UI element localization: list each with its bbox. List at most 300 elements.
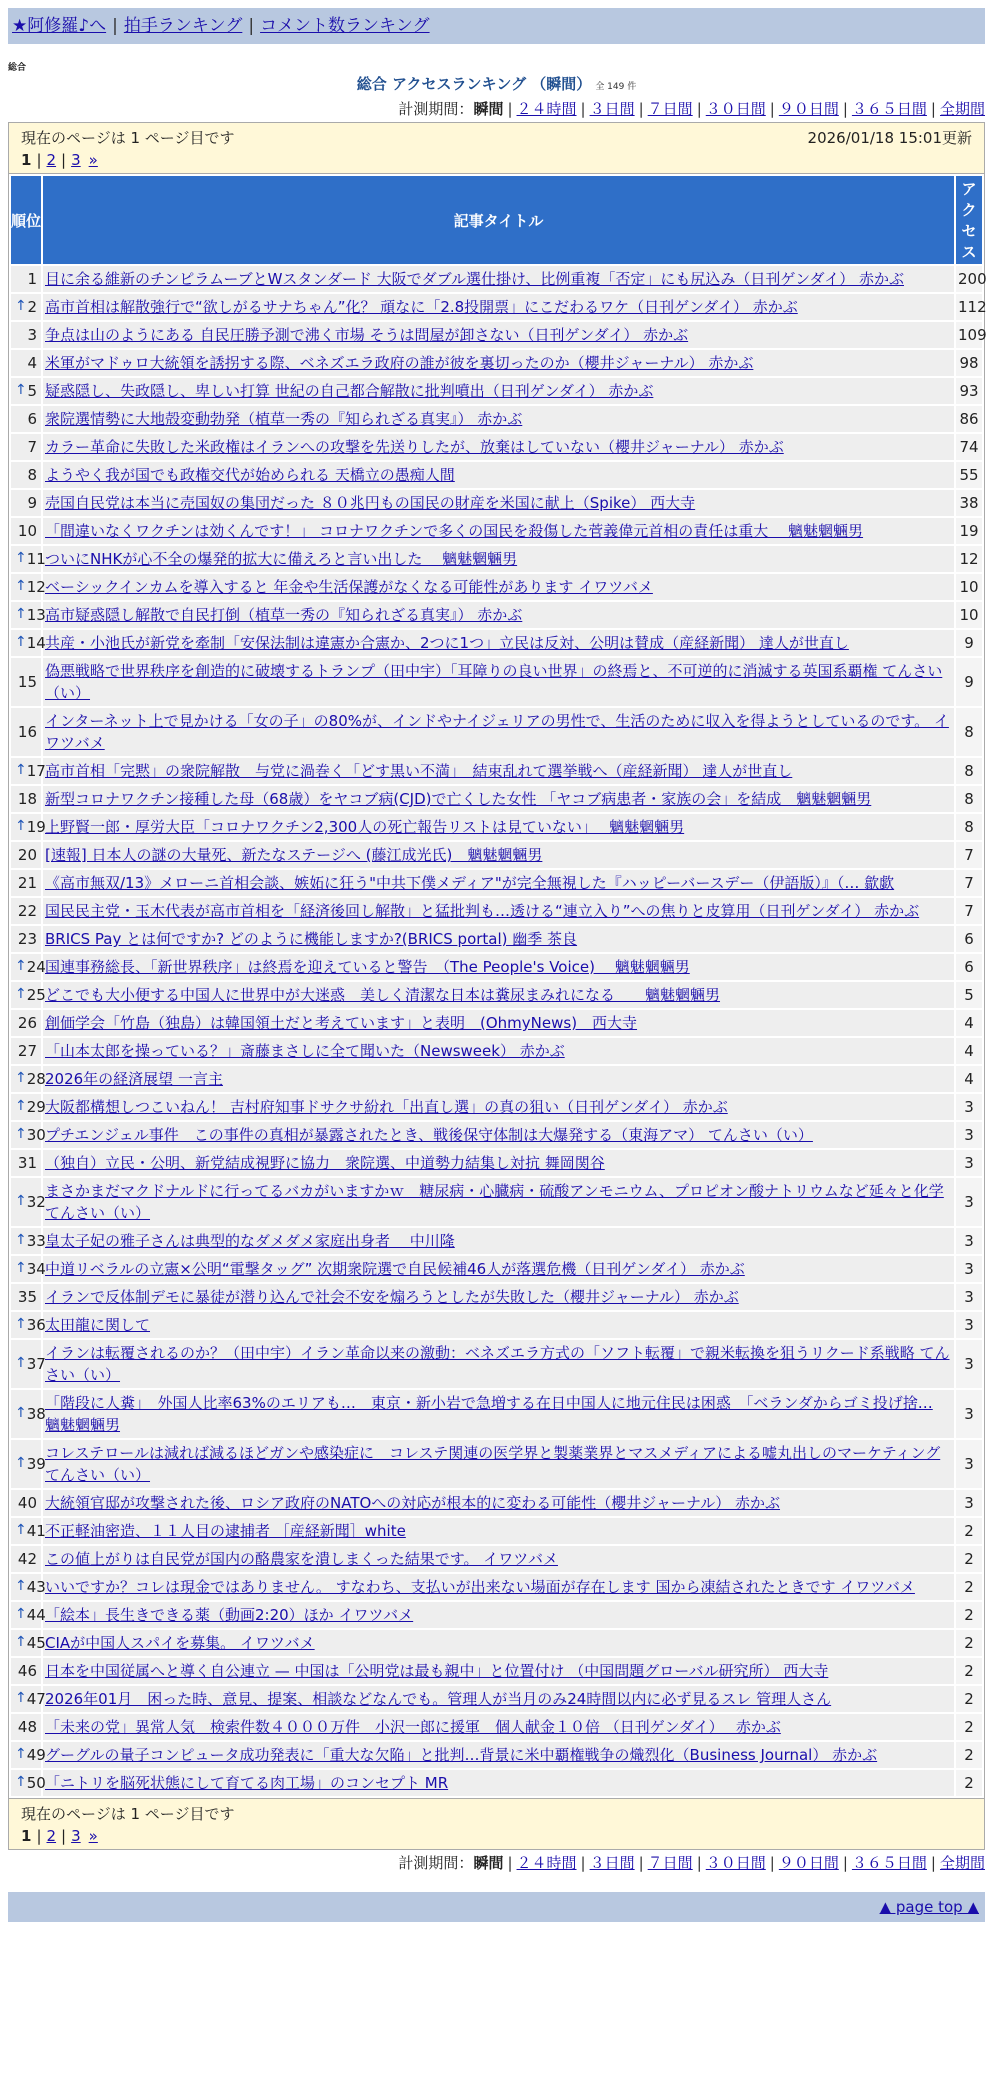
rank-number: 36 [26,1316,46,1334]
rank-cell [11,1390,46,1438]
header-access: アクセス [956,176,982,264]
rank-number: 47 [26,1690,46,1708]
rank-up-icon: ↑ [15,298,27,314]
article-link[interactable]: まさかまだマクドナルドに行ってるバカがいますかｗ 糖尿病・心臓病・硫酸アンモニウム、プロピオン酸ナトリウムなど延々と化学 てんさい（い） [45,1182,944,1222]
article-link[interactable]: 太田龍に関して [45,1316,151,1334]
access-count: 2 [956,1686,982,1712]
access-count: 3 [956,1228,982,1254]
rank-up-icon: ↑ [15,1606,27,1622]
rank-number: 6 [27,410,37,428]
rank-number: 26 [17,1014,37,1032]
rank-up-icon: ↑ [15,818,27,834]
table-row [11,518,982,544]
title-cell [43,1390,954,1438]
rank-number: 15 [17,673,37,691]
period-label: 計測期間： [398,100,474,118]
rank-cell [11,1150,41,1176]
title-cell [43,1658,954,1684]
table-row [11,1228,982,1254]
page-info-box-bottom [8,1799,985,1850]
access-count: 12 [956,546,982,572]
article-link[interactable]: 皇太子妃の雅子さんは典型的なダメダメ家庭出身者 中川隆 [45,1232,455,1250]
rank-up-icon: ↑ [15,1355,27,1371]
rank-number: 21 [17,874,37,892]
table-row [11,1658,982,1684]
title-cell [43,898,954,924]
article-link[interactable]: 高市首相は解散強行で“欲しがるサナちゃん”化？ 頑なに「2.8投開票」にこだわるワケ（日刊ゲンダイ） 赤かぶ [45,298,798,316]
rank-cell [11,1066,46,1092]
period-current: 瞬間 [473,1854,504,1872]
access-count: 4 [956,1066,982,1092]
period-link-5[interactable]: ３６５日間 [851,100,927,118]
pager-bottom [21,1825,972,1847]
rank-cell [11,658,41,706]
rank-up-icon: ↑ [15,1232,27,1248]
article-link[interactable]: 「ニトリを脳死状態にして育てる肉工場」のコンセプト MR [45,1774,449,1792]
access-count: 2 [956,1742,982,1768]
rank-cell [11,954,46,980]
article-link[interactable]: 衆院選情勢に大地殻変動勃発（植草一秀の『知られざる真実』） 赤かぶ [45,410,523,428]
title-cell [43,602,954,628]
period-link-4[interactable]: ９０日間 [778,100,839,118]
rank-number: 20 [17,846,37,864]
rank-up-icon: ↑ [15,1746,27,1762]
article-link[interactable]: 「山本太郎を操っている？」斎藤まさしに全て聞いた（Newsweek） 赤かぶ [45,1042,565,1060]
rank-number: 2 [27,298,37,316]
pager-separator: | [61,151,67,169]
article-link[interactable]: 新型コロナワクチン接種した母（68歳）をヤコブ病(CJD)で亡くした女性 「ヤコブ病患者・家族の会」を結成 魑魅魍魎男 [45,790,872,808]
pager-next[interactable]: » [88,1827,98,1845]
article-link[interactable]: どこでも大小便する中国人に世界中が大迷惑 美しく清潔な日本は糞尿まみれになる 魑魅魍魎男 [45,986,721,1004]
title-cell [43,350,954,376]
period-label: 計測期間： [398,1854,474,1872]
title-cell [43,1038,954,1064]
table-row [11,1312,982,1338]
nav-separator: | [112,16,118,36]
title-cell [43,1742,954,1768]
table-row [11,1150,982,1176]
rank-cell [11,1256,46,1282]
article-link[interactable]: 売国自民党は本当に売国奴の集団だった ８０兆円もの国民の財産を米国に献上（Spike） 西大寺 [45,494,696,512]
rank-number: 22 [17,902,37,920]
table-row [11,378,982,404]
period-separator: | [638,100,644,118]
access-count: 86 [956,406,982,432]
table-row [11,1122,982,1148]
period-link-5[interactable]: ３６５日間 [851,1854,927,1872]
table-row [11,294,982,320]
article-link[interactable]: 日本を中国従属へと導く自公連立 — 中国は「公明党は最も親中」と位置付け （中国問題グローバル研究所） 西大寺 [45,1662,829,1680]
rank-cell [11,462,41,488]
article-link[interactable]: コレステロールは減れば減るほどガンや感染症に コレステ関連の医学界と製薬業界とマスメディアによる嘘丸出しのマーケティング てんさい（い） [45,1444,941,1484]
period-separator: | [507,1854,513,1872]
period-link-4[interactable]: ９０日間 [778,1854,839,1872]
title-cell [43,406,954,432]
access-count: 2 [956,1518,982,1544]
title-cell [43,842,954,868]
table-row [11,434,982,460]
rank-cell [11,1038,41,1064]
title-cell [43,1440,954,1488]
rank-cell [11,842,41,868]
article-link[interactable]: グーグルの量子コンピュータ成功発表に「重大な欠陥」と批判…背景に米中覇権戦争の熾烈化（Business Journal） 赤かぶ [45,1746,878,1764]
rank-number: 45 [26,1634,46,1652]
access-count: 2 [956,1602,982,1628]
table-row [11,1742,982,1768]
rank-number: 17 [26,762,46,780]
period-link-1[interactable]: ３日間 [589,1854,635,1872]
rank-cell [11,518,41,544]
table-row [11,926,982,952]
article-link[interactable]: ついにNHKが心不全の爆発的拡大に備えろと言い出した 魑魅魍魎男 [45,550,518,568]
rank-cell [11,758,46,784]
rank-cell [11,898,41,924]
title-cell [43,266,954,292]
rank-number: 8 [27,466,37,484]
table-row [11,1490,982,1516]
rank-number: 32 [26,1193,46,1211]
period-link-6[interactable]: 全期間 [939,100,985,118]
access-count: 3 [956,1094,982,1120]
period-separator: | [638,1854,644,1872]
access-count: 3 [956,1178,982,1226]
rank-number: 29 [26,1098,46,1116]
article-link[interactable]: カラー革命に失敗した米政権はイランへの攻撃を先送りしたが、放棄はしていない（櫻井ジャーナル） 赤かぶ [45,438,784,456]
access-count: 3 [956,1256,982,1282]
table-row [11,786,982,812]
rank-cell [11,1490,41,1516]
rank-cell [11,1340,46,1388]
rank-number: 30 [26,1126,46,1144]
article-link[interactable]: 高市疑惑隠し解散で自民打倒（植草一秀の『知られざる真実』） 赤かぶ [45,606,523,624]
rank-number: 19 [26,818,46,836]
page-info-box [8,122,985,173]
period-separator: | [696,100,702,118]
rank-cell [11,708,41,756]
title-cell [43,954,954,980]
title-cell [43,1312,954,1338]
access-count: 74 [956,434,982,460]
rank-up-icon: ↑ [15,762,27,778]
applause-ranking-link[interactable]: 拍手ランキング [123,16,243,36]
rank-cell [11,1630,46,1656]
table-row [11,842,982,868]
period-separator: | [769,1854,775,1872]
rank-cell [11,1440,46,1488]
table-row [11,1066,982,1092]
rank-cell [11,1518,46,1544]
rank-number: 34 [26,1260,46,1278]
rank-number: 33 [26,1232,46,1250]
article-link[interactable]: 米軍がマドゥロ大統領を誘拐する際、ベネズエラ政府の誰が彼を裏切ったのか（櫻井ジャーナル） 赤かぶ [45,354,754,372]
article-link[interactable]: [速報] 日本人の謎の大量死、新たなステージへ (藤江成光氏) 魑魅魍魎男 [45,846,543,864]
access-count: 200 [956,266,982,292]
access-count: 9 [956,658,982,706]
rank-number: 38 [26,1405,46,1423]
table-row [11,462,982,488]
access-count: 55 [956,462,982,488]
article-link[interactable]: 大統領官邸が攻撃された後、ロシア政府のNATOへの対応が根本的に変わる可能性（櫻井ジャーナル） 赤かぶ [45,1494,781,1512]
access-count: 7 [956,842,982,868]
table-row [11,1714,982,1740]
table-row [11,1340,982,1388]
title-cell [43,1284,954,1310]
table-row [11,1630,982,1656]
period-separator: | [580,100,586,118]
article-link[interactable]: 2026年01月 困った時、意見、提案、相談などなんでも。管理人が当月のみ24時間以内に必ず見るスレ 管理人さん [45,1690,832,1708]
rank-cell [11,814,46,840]
table-row [11,350,982,376]
rank-number: 50 [26,1774,46,1792]
rank-cell [11,1122,46,1148]
period-link-0[interactable]: ２４時間 [516,1854,577,1872]
comment-ranking-link[interactable]: コメント数ランキング [260,16,430,36]
rank-number: 7 [27,438,37,456]
article-link[interactable]: 「階段に人糞」 外国人比率63%のエリアも… 東京・新小岩で急増する在日中国人に地元住民は困惑 「ベランダからゴミ投げ捨… 魑魅魍魎男 [45,1394,933,1434]
rank-cell [11,1742,46,1768]
rank-up-icon: ↑ [15,1316,27,1332]
article-link[interactable]: 共産・小池氏が新党を牽制「安保法制は違憲か合憲か、2つに1つ」立民は反対、公明は賛成（産経新聞） 達人が世直し [45,634,849,652]
article-link[interactable]: 「間違いなくワクチンは効くんです！」 コロナワクチンで多くの国民を殺傷した菅義偉元首相の責任は重大 魑魅魍魎男 [45,522,864,540]
title-cell [43,518,954,544]
rank-cell [11,546,46,572]
rank-up-icon: ↑ [15,1690,27,1706]
period-link-2[interactable]: ７日間 [647,1854,693,1872]
rank-number: 46 [17,1662,37,1680]
rank-number: 3 [27,326,37,344]
title-cell [43,322,954,348]
title-cell [43,1150,954,1176]
rank-cell [11,294,41,320]
table-row [11,490,982,516]
rank-up-icon: ↑ [15,1193,27,1209]
article-link[interactable]: 国連事務総長、「新世界秩序」は終焉を迎えていると警告 （The People's Voice) 魑魅魍魎男 [45,958,690,976]
article-link[interactable]: イランで反体制デモに暴徒が潜り込んで社会不安を煽ろうとしたが失敗した（櫻井ジャーナル） 赤かぶ [45,1288,739,1306]
nav-separator: | [248,16,255,36]
rank-up-icon: ↑ [15,1455,27,1471]
pager-page-2[interactable]: 2 [46,151,57,169]
article-link[interactable]: ようやく我が国でも政権交代が始められる 天橋立の愚痴人間 [45,466,455,484]
title-cell [43,1256,954,1282]
table-row [11,1686,982,1712]
title-cell [43,630,954,656]
rank-number: 40 [17,1494,37,1512]
rank-cell [11,1312,46,1338]
article-link[interactable]: プチエンジェル事件 この事件の真相が暴露されたとき、戦後保守体制は大爆発する（東海アマ） てんさい（い） [45,1126,813,1144]
title-cell [43,462,954,488]
table-row [11,814,982,840]
table-row [11,1390,982,1438]
pager-page-3[interactable]: 3 [71,1827,81,1845]
table-row [11,1284,982,1310]
rank-up-icon: ↑ [15,958,27,974]
article-link[interactable]: 高市首相「完黙」の衆院解散 与党に渦巻く「どす黒い不満」 結束乱れて選挙戦へ（産経新聞） 達人が世直し [45,762,793,780]
pager-separator: | [36,1827,42,1845]
rank-up-icon: ↑ [15,1522,27,1538]
title-cell [43,546,954,572]
pager-page-2[interactable]: 2 [46,1827,57,1845]
table-row [11,1440,982,1488]
updated-timestamp: 2026/01/18 15:01更新 [807,129,972,147]
article-link[interactable]: 中道リベラルの立憲×公明“電撃タッグ” 次期衆院選で自民候補46人が落選危機（日刊ゲンダイ） 赤かぶ [45,1260,745,1278]
table-row [11,1602,982,1628]
access-count: 7 [956,898,982,924]
article-link[interactable]: この値上がりは自民党が国内の酪農家を潰しまくった結果です。 イワツバメ [45,1550,558,1568]
rank-number: 10 [17,522,37,540]
pager-current-page: 1 [21,151,32,169]
article-link[interactable]: 疑惑隠し、失政隠し、卑しい打算 世紀の自己都合解散に批判噴出（日刊ゲンダイ） 赤かぶ [45,382,654,400]
period-link-1[interactable]: ３日間 [589,100,635,118]
period-selector-bottom [8,1850,985,1876]
article-link[interactable]: イランは転覆されるのか？（田中宇）イラン革命以来の激動：ベネズエラ方式の「ソフト転覆」で親米転換を狙うリクード系戦略 てんさい（い） [45,1344,950,1384]
category-label: 総合 [8,63,27,73]
table-row [11,406,982,432]
rank-number: 42 [17,1550,37,1568]
rank-up-icon: ↑ [15,1634,27,1650]
title-cell [43,1178,954,1226]
rank-cell [11,322,41,348]
access-count: 9 [956,630,982,656]
rank-number: 39 [26,1455,46,1473]
rank-cell [11,926,41,952]
article-link[interactable]: インターネット上で見かける「女の子」の80%が、インドやナイジェリアの男性で、生活のために収入を得ようとしているのです。 イワツバメ [45,712,949,752]
rank-up-icon: ↑ [15,382,27,398]
table-row [11,1546,982,1572]
rank-number: 4 [27,354,37,372]
article-link[interactable]: ベーシックインカムを導入すると 年金や生活保護がなくなる可能性があります イワツバメ [45,578,653,596]
page-title-text: 総合 アクセスランキング （瞬間） [356,75,592,93]
page-top-link[interactable]: ▲ page top ▲ [879,1898,979,1916]
rank-number: 43 [26,1578,46,1596]
table-row [11,546,982,572]
rank-number: 44 [26,1606,46,1624]
rank-up-icon: ↑ [15,1774,27,1790]
access-count: 10 [956,602,982,628]
title-cell [43,378,954,404]
article-link[interactable]: 不正軽油密造、１１人目の逮捕者 ［産経新聞］white [45,1522,406,1540]
ranking-table [8,173,985,1799]
rank-up-icon: ↑ [15,986,27,1002]
pager-page-3[interactable]: 3 [71,151,81,169]
table-row [11,1574,982,1600]
article-link[interactable]: 上野賢一郎・厚労大臣「コロナワクチン2,300人の死亡報告リストは見ていない」 魑魅魍魎男 [45,818,685,836]
period-link-3[interactable]: ３０日間 [705,100,766,118]
article-link[interactable]: BRICS Pay とは何ですか? どのように機能しますか?(BRICS portal) 幽季 茶良 [45,930,578,948]
period-separator: | [930,100,936,118]
period-link-6[interactable]: 全期間 [939,1854,985,1872]
rank-cell [11,574,46,600]
article-link[interactable]: 争点は山のようにある 自民圧勝予測で沸く市場 そうは問屋が卸さない（日刊ゲンダイ） 赤かぶ [45,326,689,344]
rank-number: 41 [26,1522,46,1540]
table-row [11,1518,982,1544]
table-row [11,602,982,628]
rank-number: 37 [26,1355,46,1373]
pager-separator: | [36,151,42,169]
rank-up-icon: ↑ [15,606,27,622]
rank-number: 25 [26,986,46,1004]
period-link-3[interactable]: ３０日間 [705,1854,766,1872]
current-page-text: 現在のページは 1 ページ目です [21,1805,235,1823]
rank-cell [11,1228,46,1254]
table-row [11,630,982,656]
rank-up-icon: ↑ [15,578,27,594]
access-count: 2 [956,1574,982,1600]
article-link[interactable]: 「未来の党」異常人気 検索件数４０００万件 小沢一郎に援軍 個人献金１０倍 （日刊ゲンダイ） 赤かぶ [45,1718,781,1736]
title-cell [43,758,954,784]
home-link[interactable]: ★阿修羅♪へ [12,16,107,36]
title-cell [43,434,954,460]
title-cell [43,1490,954,1516]
table-row [11,1010,982,1036]
access-count: 2 [956,1546,982,1572]
rank-cell [11,434,41,460]
title-cell [43,870,954,896]
rank-cell [11,1714,41,1740]
table-row [11,758,982,784]
period-link-2[interactable]: ７日間 [647,100,693,118]
article-link[interactable]: （独自）立民・公明、新党結成視野に協力 衆院選、中道勢力結集し対抗 舞岡関谷 [45,1154,605,1172]
access-count: 98 [956,350,982,376]
rank-number: 9 [27,494,37,512]
rank-number: 48 [17,1718,37,1736]
title-cell [43,1010,954,1036]
rank-cell [11,406,41,432]
article-link[interactable]: 偽悪戦略で世界秩序を創造的に破壊するトランプ（田中宇）「耳障りの良い世界」の終焉と、不可逆的に消滅する英国系覇権 てんさい（い） [45,662,943,702]
table-row [11,1178,982,1226]
period-link-0[interactable]: ２４時間 [516,100,577,118]
article-link[interactable]: 目に余る維新のチンピラムーブとWスタンダード 大阪でダブル選仕掛け、比例重複「否定」にも尻込み（日刊ゲンダイ） 赤かぶ [45,270,904,288]
article-link[interactable]: 創価学会「竹島（独島）は韓国領土だと考えています」と表明 (OhmyNews) 西大寺 [45,1014,638,1032]
table-row [11,954,982,980]
article-link[interactable]: 《高市無双/13》メローニ首相会談、嫉妬に狂う"中共下僕メディア"が完全無視した『ハッピーバースデー（伊語版）』（… 歙歔 [45,874,895,892]
rank-number: 31 [17,1154,37,1172]
access-count: 112 [956,294,982,320]
access-count: 6 [956,926,982,952]
rank-cell [11,1094,46,1120]
article-link[interactable]: 「絵本」長生きできる薬（動画2:20）ほか イワツバメ [45,1606,414,1624]
header-rank: 順位 [11,176,41,264]
rank-up-icon: ↑ [15,1578,27,1594]
article-link[interactable]: 国民民主党・玉木代表が高市首相を「経済後回し解散」と猛批判も…透ける“連立入り”への焦りと皮算用（日刊ゲンダイ） 赤かぶ [45,902,920,920]
access-count: 7 [956,870,982,896]
title-cell [43,658,954,706]
rank-number: 24 [26,958,46,976]
top-nav-bar [8,8,985,44]
rank-cell [11,1010,41,1036]
rank-cell [11,870,41,896]
rank-number: 16 [17,723,37,741]
article-link[interactable]: 大阪都構想しつこいねん！ 吉村府知事ドサクサ紛れ「出直し選」の真の狙い（日刊ゲンダイ） 赤かぶ [45,1098,728,1116]
rank-cell [11,1546,41,1572]
table-row [11,870,982,896]
rank-up-icon: ↑ [15,1126,27,1142]
article-link[interactable]: いいですか？コレは現金ではありません。 すなわち、支払いが出来ない場面が存在します 国から凍結されたときです イワツバメ [45,1578,915,1596]
pager-next[interactable]: » [88,151,98,169]
article-link[interactable]: CIAが中国人スパイを募集。 イワツバメ [45,1634,315,1652]
footer-bar [8,1892,985,1922]
article-link[interactable]: 2026年の経済展望 一言主 [45,1070,223,1088]
title-cell [43,574,954,600]
rank-number: 18 [17,790,37,808]
current-page-text: 現在のページは 1 ページ目です [21,129,235,147]
period-separator: | [842,1854,848,1872]
title-cell [43,1340,954,1388]
access-count: 3 [956,1312,982,1338]
rank-cell [11,1686,46,1712]
rank-number: 5 [27,382,37,400]
access-count: 2 [956,1630,982,1656]
rank-cell [11,602,46,628]
